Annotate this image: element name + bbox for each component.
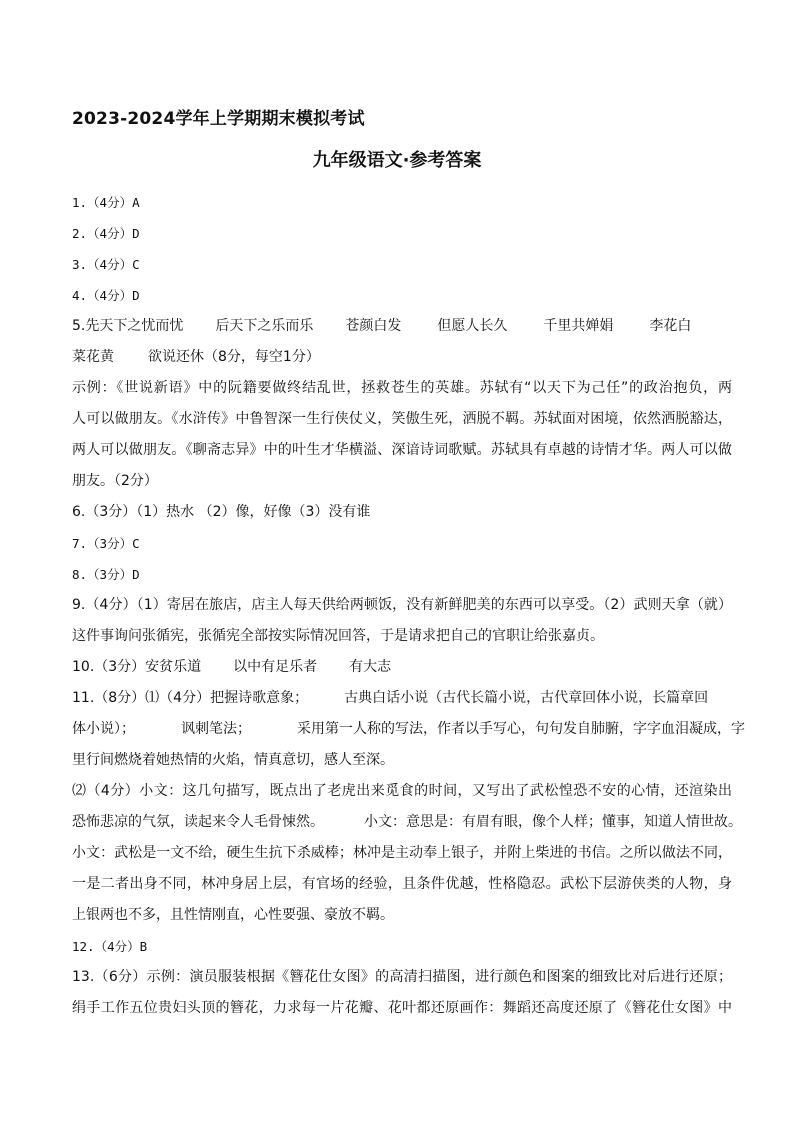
q10-part-1: 安贫乐道 <box>145 659 202 675</box>
answer-q10 <box>72 652 732 683</box>
answer-q11-line2 <box>72 714 745 745</box>
answer-q5-line1 <box>72 311 732 342</box>
answer-q7: 7.（3分）C <box>72 536 140 551</box>
q5-number: 5. <box>72 318 86 334</box>
answer-q13-line1: 13.（6分）示例：演员服装根据《簪花仕女图》的高清扫描图，进行颜色和图案的细致比对后进行还原； <box>72 969 732 985</box>
answer-q11-sub2-line1: ⑵（4分）小文：这几句描写，既点出了老虎出来觅食的时间，又写出了武松惶恐不安的心情，还渲染出 <box>72 783 732 799</box>
answer-q13-line2: 绢手工作五位贵妇头顶的簪花，力求每一片花瓣、花叶都还原画作：舞蹈还高度还原了《簪花仕女图》中 <box>72 1000 732 1016</box>
q10-part-3: 有大志 <box>349 659 392 675</box>
q5-blank-4: 但愿人长久 <box>437 318 508 334</box>
q11-sub2-a: 恐怖悲凉的气氛，读起来令人毛骨悚然。 <box>72 814 324 830</box>
answer-q5-line2 <box>72 342 732 373</box>
answer-q5-example-2: 人可以做朋友。《水浒传》中鲁智深一生行侠仗义，笑傲生死，洒脱不羁。苏轼面对困境，依然洒脱豁达， <box>72 411 732 427</box>
q11-sub1-c: 体小说）； <box>72 721 135 737</box>
q11-sub1-d: 讽刺笔法； <box>181 721 251 737</box>
q5-blank-5: 千里共婵娟 <box>543 318 614 334</box>
answer-q2: 2.（4分）D <box>72 226 140 241</box>
answer-q4: 4.（4分）D <box>72 288 140 303</box>
q5-blank-7: 菜花黄 <box>72 349 114 365</box>
q5-blank-6: 李花白 <box>649 318 692 334</box>
answer-q11-sub2-line2 <box>72 807 742 838</box>
q10-part-2: 以中有足乐者 <box>233 659 318 675</box>
answer-q5-example-3: 两人可以做朋友。《聊斋志异》中的叶生才华横溢、深谙诗词歌赋。苏轼具有卓越的诗情才华。两人可以做 <box>72 442 732 458</box>
q11-sub2-b: 小文：意思是：有眉有眼，像个人样；懂事，知道人情世故。 <box>364 814 742 830</box>
q5-blank-3: 苍颜白发 <box>345 318 402 334</box>
answer-list <box>72 187 745 1024</box>
q5-blank-1: 先天下之忧而忧 <box>85 318 184 334</box>
q11-sub1-a: 11.（8分）⑴（4分）把握诗歌意象； <box>72 690 309 706</box>
q5-blank-2: 后天下之乐而乐 <box>215 318 314 334</box>
answer-q6: 6.（3分）（1）热水 （2）像，好像（3）没有谁 <box>72 504 371 520</box>
answer-q12: 12.（4分）B <box>72 939 148 954</box>
q5-score: （8分，每空1分） <box>204 349 320 365</box>
subject-title: 九年级语文·参考答案 <box>312 150 482 171</box>
answer-q11-sub2-line3: 小文：武松是一文不给，硬生生抗下杀威棒；林冲是主动奉上银子，并附上柴进的书信。之所以做法不同， <box>72 845 732 861</box>
answer-q3: 3.（4分）C <box>72 257 140 272</box>
q10-number: 10.（3分） <box>72 659 146 675</box>
answer-q9-line1: 9.（4分）（1）寄居在旅店，店主人每天供给两顿饭，没有新鲜肥美的东西可以享受。（2）武则天拿（就） <box>72 597 732 613</box>
answer-q11-sub2-line5: 上银两也不多，且性情刚直，心性要强、豪放不羁。 <box>72 907 394 923</box>
q11-sub1-e: 采用第一人称的写法，作者以手写心，句句发自肺腑，字字血泪凝成，字 <box>297 721 745 737</box>
q5-blank-8: 欲说还休 <box>148 349 204 365</box>
answer-q8: 8.（3分）D <box>72 567 140 582</box>
answer-q11-sub2-line4: 一是二者出身不同，林冲身居上层，有官场的经验，且条件优越，性格隐忍。武松下层游侠类的人物，身 <box>72 876 732 892</box>
q11-sub1-b: 古典白话小说（古代长篇小说，古代章回体小说，长篇章回 <box>344 690 709 706</box>
answer-q5-example-1: 示例：《世说新语》中的阮籍要做终结乱世，拯救苍生的英雄。苏轼有“以天下为己任”的政治抱负，两 <box>72 380 732 396</box>
answer-q11-line3: 里行间燃烧着她热情的火焰，情真意切，感人至深。 <box>72 752 394 768</box>
answer-q1: 1.（4分）A <box>72 195 140 210</box>
answer-q5-example-4: 朋友。（2分） <box>72 473 158 489</box>
answer-q9-line2: 这件事询问张循宪，张循宪全部按实际情况回答，于是请求把自己的官职让给张嘉贞。 <box>72 628 604 644</box>
exam-title: 2023-2024学年上学期期末模拟考试 <box>72 109 365 129</box>
answer-q11-line1 <box>72 683 732 714</box>
